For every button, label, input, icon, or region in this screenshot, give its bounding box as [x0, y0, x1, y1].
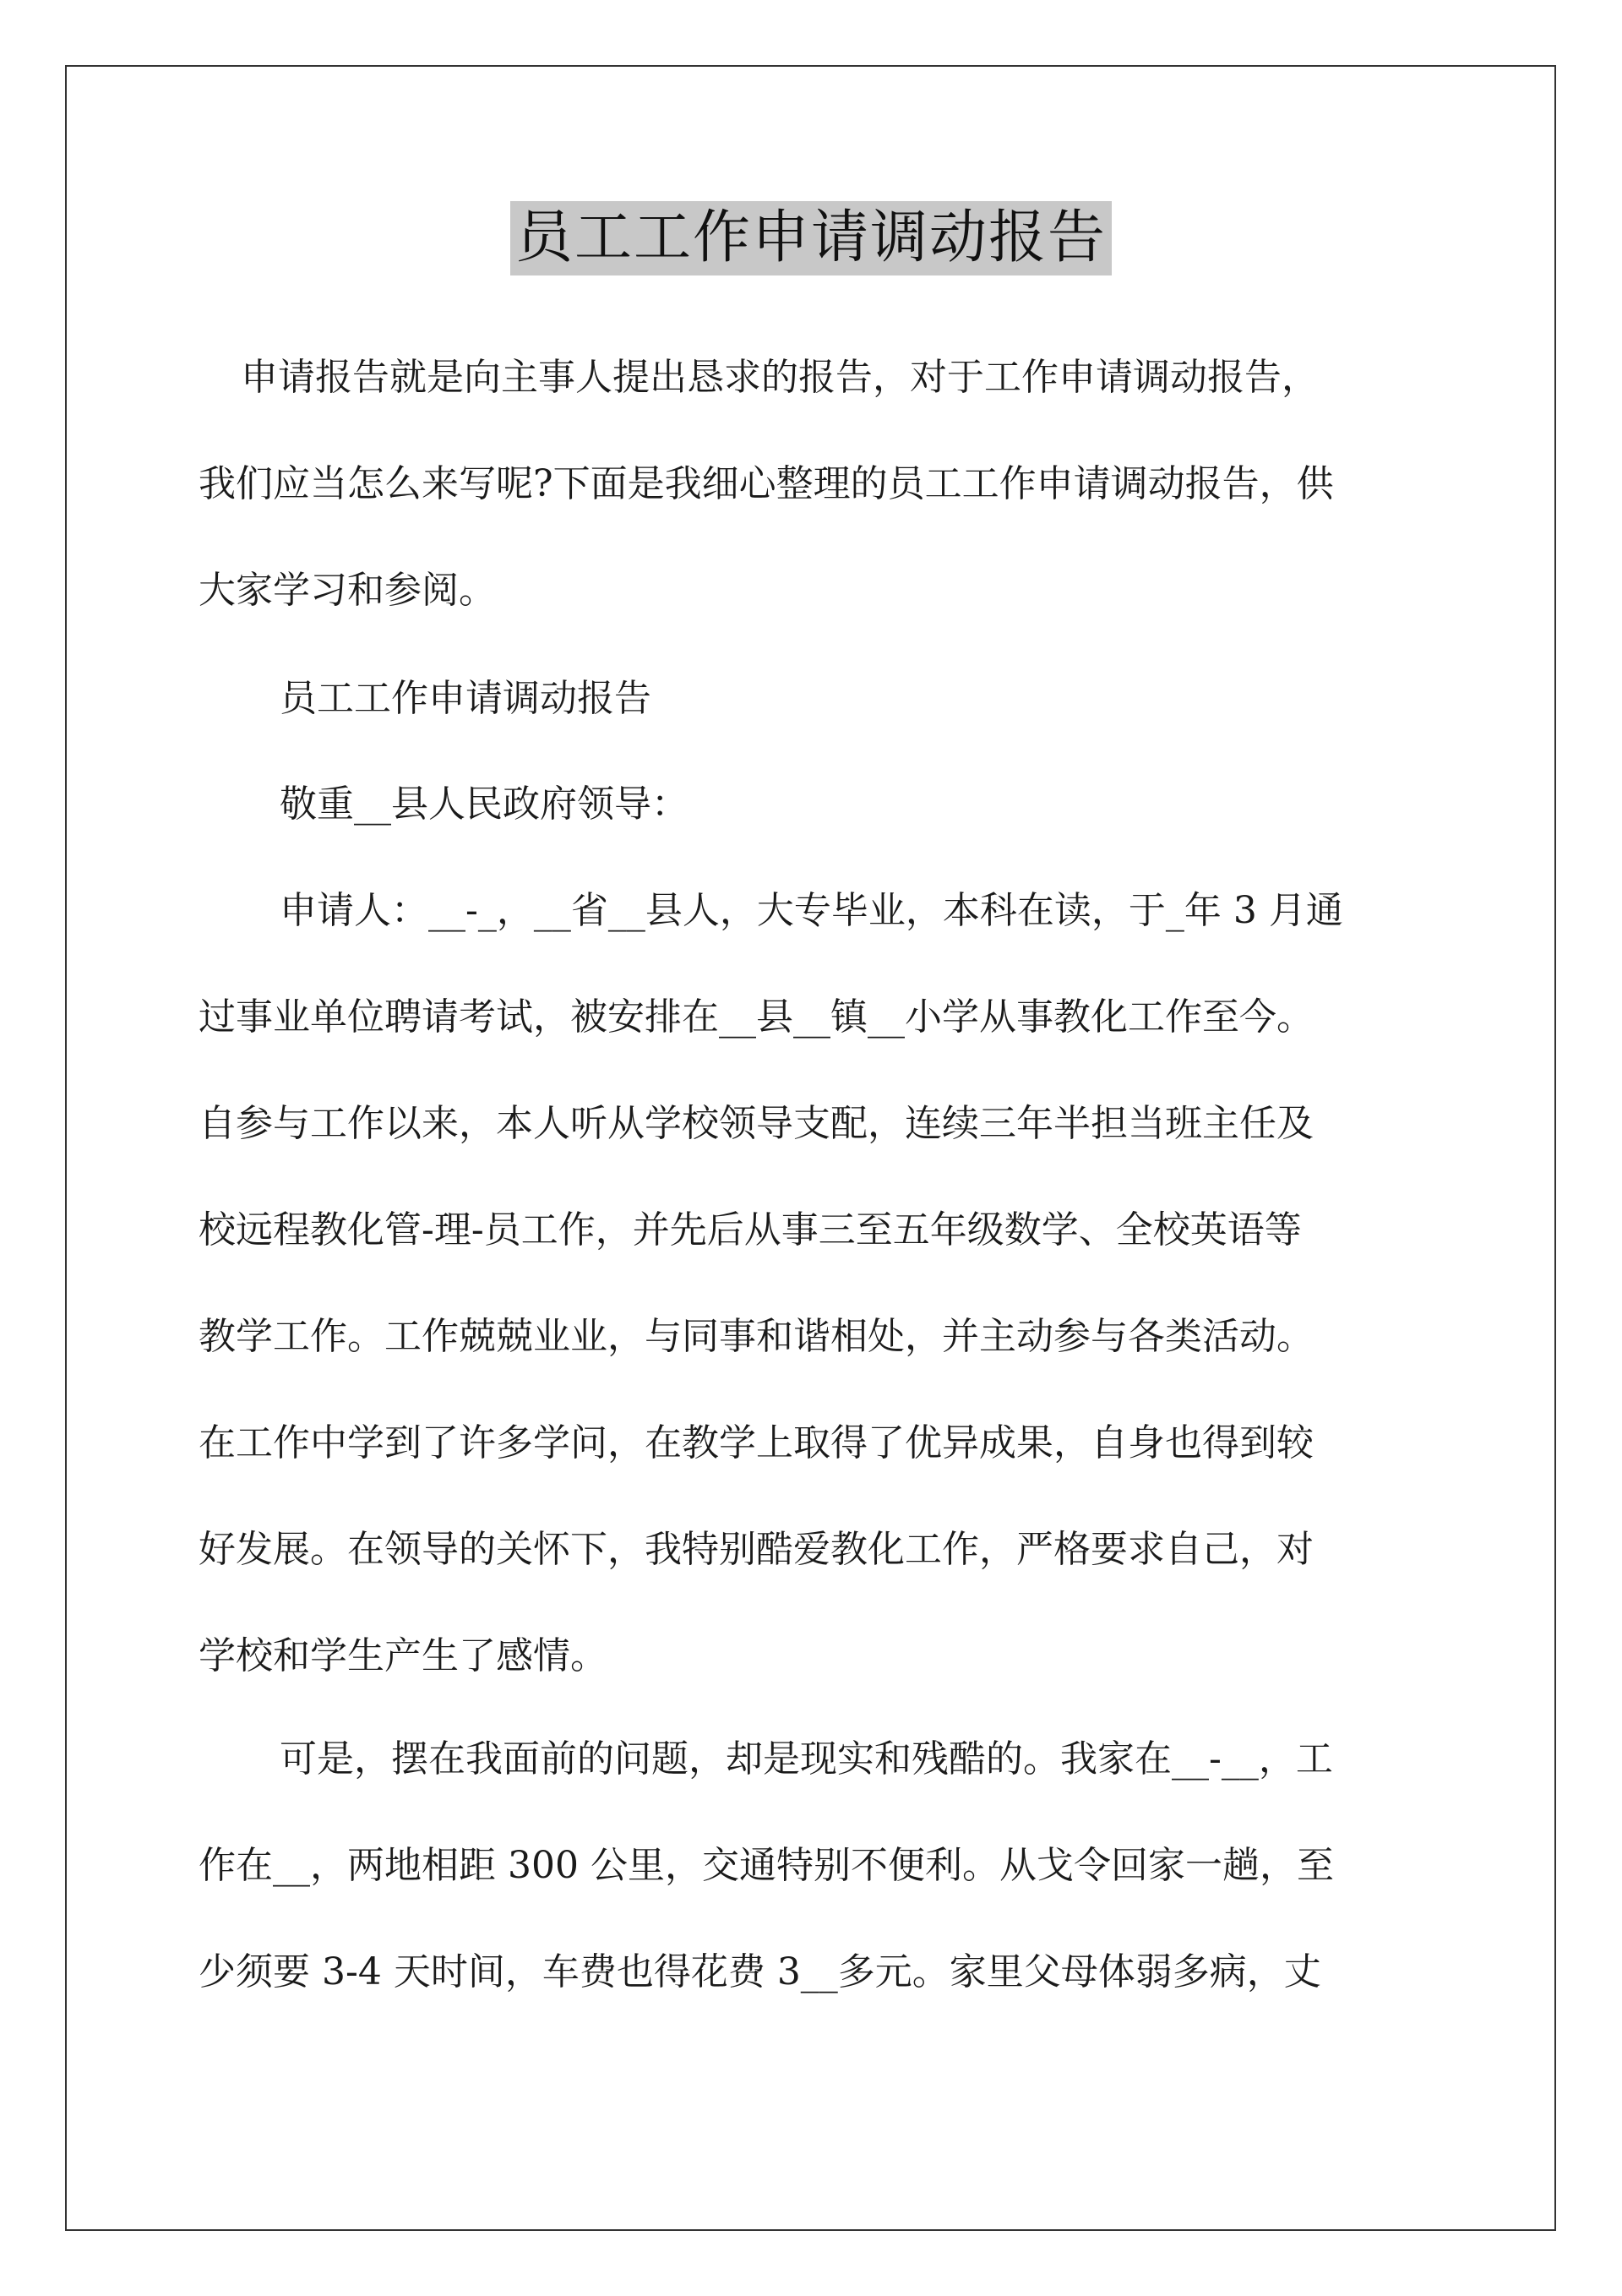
- text-line: 少须要 3-4 天时间，车费也得花费 3__多元。家里父母体弱多病，丈: [199, 1950, 1321, 1993]
- text-line: 申请报告就是向主事人提出恳求的报告，对于工作申请调动报告，: [241, 356, 1319, 399]
- salutation-text: 敬重__县人民政府领导：: [280, 783, 689, 826]
- text-line: 大家学习和参阅。: [199, 569, 496, 612]
- text-line: 申请人：__-_，__省__县人，大专毕业，本科在读，于_年 3 月通: [280, 889, 1343, 932]
- text-line: 可是，摆在我面前的问题，却是现实和残酷的。我家在__-__，工: [280, 1737, 1333, 1781]
- subtitle-text: 员工工作申请调动报告: [280, 677, 651, 720]
- salutation: [199, 751, 1432, 858]
- text-line: 教学工作。工作兢兢业业，与同事和谐相处，并主动参与各类活动。: [199, 1315, 1314, 1358]
- text-line: 好发展。在领导的关怀下，我特别酷爱教化工作，严格要求自己，对: [199, 1528, 1314, 1571]
- text-line: 自参与工作以来，本人听从学校领导支配，连续三年半担当班主任及: [199, 1102, 1314, 1145]
- document-title: 员工工作申请调动报告: [510, 201, 1112, 275]
- report-subtitle: [199, 646, 1432, 752]
- text-line: 过事业单位聘请考试，被安排在__县__镇__小学从事教化工作至今。: [199, 995, 1314, 1039]
- intro-paragraph: [199, 324, 1432, 644]
- text-line: 作在__，两地相距 300 公里，交通特别不便利。从戈令回家一趟，至: [199, 1844, 1334, 1887]
- text-line: 我们应当怎么来写呢?下面是我细心整理的员工工作申请调动报告，供: [199, 462, 1334, 505]
- paragraph-situation: [199, 1706, 1432, 2026]
- text-line: 在工作中学到了许多学问，在教学上取得了优异成果，自身也得到较: [199, 1421, 1314, 1464]
- title-container: [0, 201, 1622, 275]
- text-line: 学校和学生产生了感情。: [199, 1634, 607, 1677]
- paragraph-applicant: [199, 858, 1432, 1710]
- text-line: 校远程教化管-理-员工作，并先后从事三至五年级数学、全校英语等: [199, 1208, 1302, 1252]
